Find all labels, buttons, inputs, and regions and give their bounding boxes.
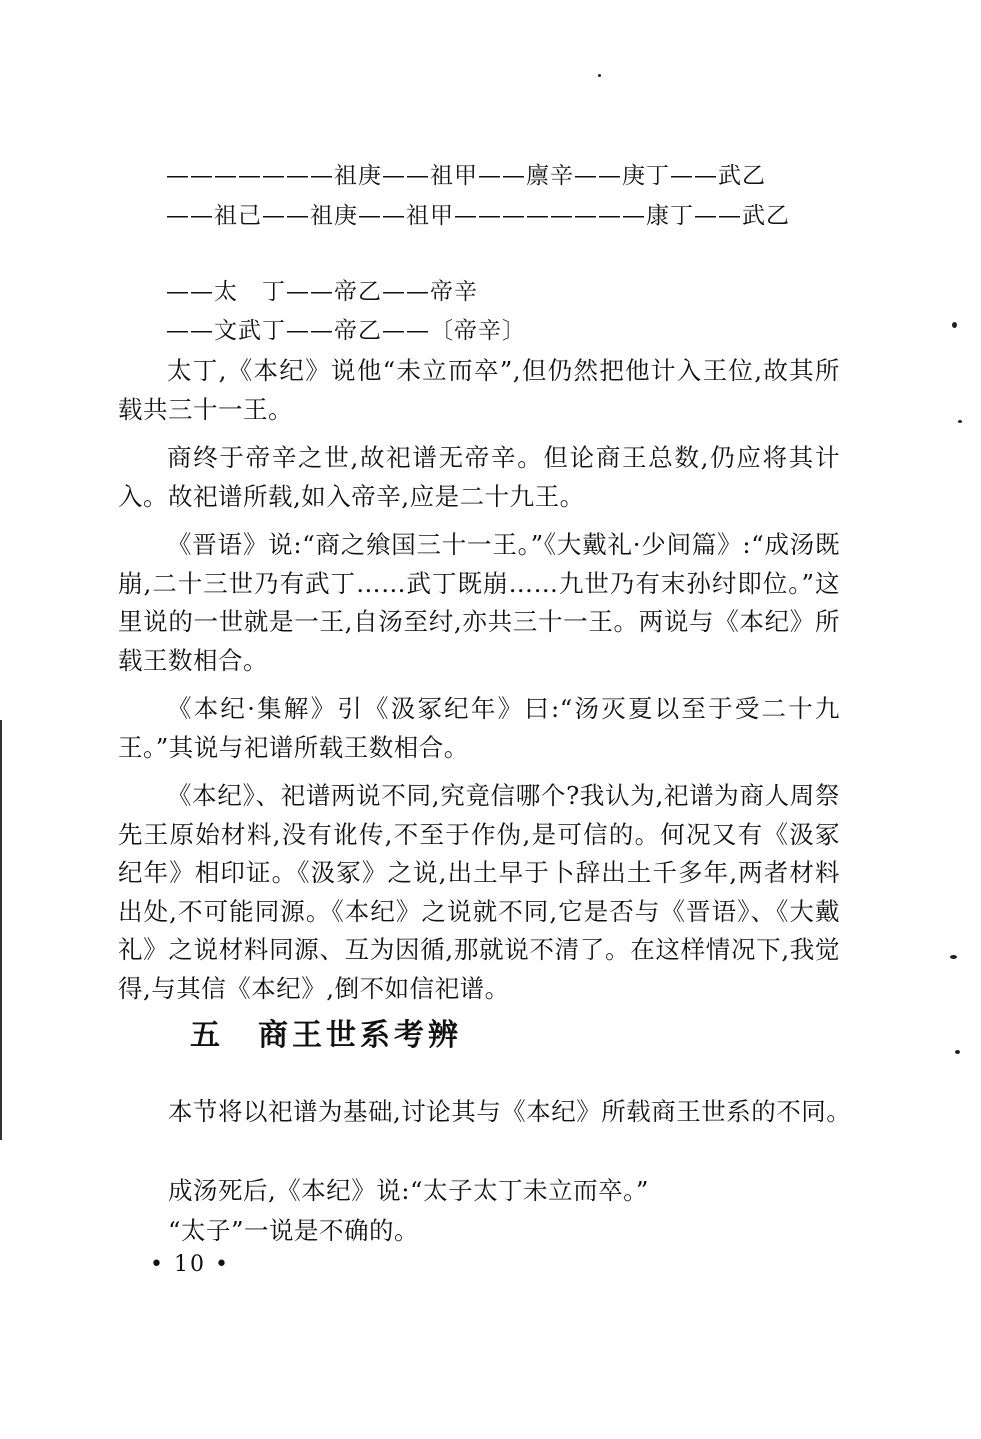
- section-number: 五: [190, 1018, 224, 1053]
- section-heading: [190, 1010, 462, 1054]
- speck: [955, 1050, 960, 1054]
- genealogy-line-1: ———————祖庚——祖甲——廪辛——庚丁——武乙: [166, 163, 766, 189]
- text-line: “太子”一说是不确的。: [168, 1216, 420, 1245]
- genealogy-line-3: ——太 丁——帝乙——帝辛: [166, 279, 478, 305]
- speck: [952, 322, 957, 328]
- paragraph: 商终于帝辛之世,故祀谱无帝辛。但论商王总数,仍应将其计入。故祀谱所载,如入帝辛,应是二十九王。: [118, 443, 840, 511]
- paragraph: 太丁,《本纪》说他“未立而卒”,但仍然把他计入王位,故其所载共三十一王。: [118, 356, 840, 424]
- speck: [598, 74, 601, 77]
- text-line: 成汤死后,《本纪》说:“太子太丁未立而卒。”: [168, 1176, 649, 1205]
- speck: [958, 420, 962, 423]
- body-text: [118, 352, 840, 1008]
- page-number: • 10 •: [150, 1252, 230, 1277]
- scan-edge-line: [0, 720, 2, 1140]
- genealogy-line-4: ——文武丁——帝乙——〔帝辛〕: [166, 318, 526, 344]
- section-title: 商王世系考辨: [258, 1018, 462, 1053]
- section-intro: 本节将以祀谱为基础,讨论其与《本纪》所载商王世系的不同。: [168, 1097, 852, 1126]
- paragraph: 《本纪》、祀谱两说不同,究竟信哪个?我认为,祀谱为商人周祭先王原始材料,没有讹传,不至于作伪,是可信的。何况又有《汲冢纪年》相印证。《汲冢》之说,出土早于卜辞出土千多年,两者材料出处,不可能同源。《本纪》之说就不同,它是否与《晋语》、《大戴礼》之说材料同源、互为因循,那就说不清了。在这样情况下,我觉得,与其信《本纪》,倒不如信祀谱。: [118, 781, 840, 1003]
- genealogy-line-2: ——祖己——祖庚——祖甲————————康丁——武乙: [166, 203, 790, 229]
- paragraph: 《本纪·集解》引《汲冢纪年》曰:“汤灭夏以至于受二十九王。”其说与祀谱所载王数相合。: [118, 694, 840, 762]
- paragraph: 《晋语》说:“商之飨国三十一王。”《大戴礼·少间篇》:“成汤既崩,二十三世乃有武丁……武丁既崩……九世乃有末孙纣即位。”这里说的一世就是一王,自汤至纣,亦共三十一王。两说与《本纪》所载王数相合。: [118, 530, 840, 675]
- speck: [950, 955, 957, 959]
